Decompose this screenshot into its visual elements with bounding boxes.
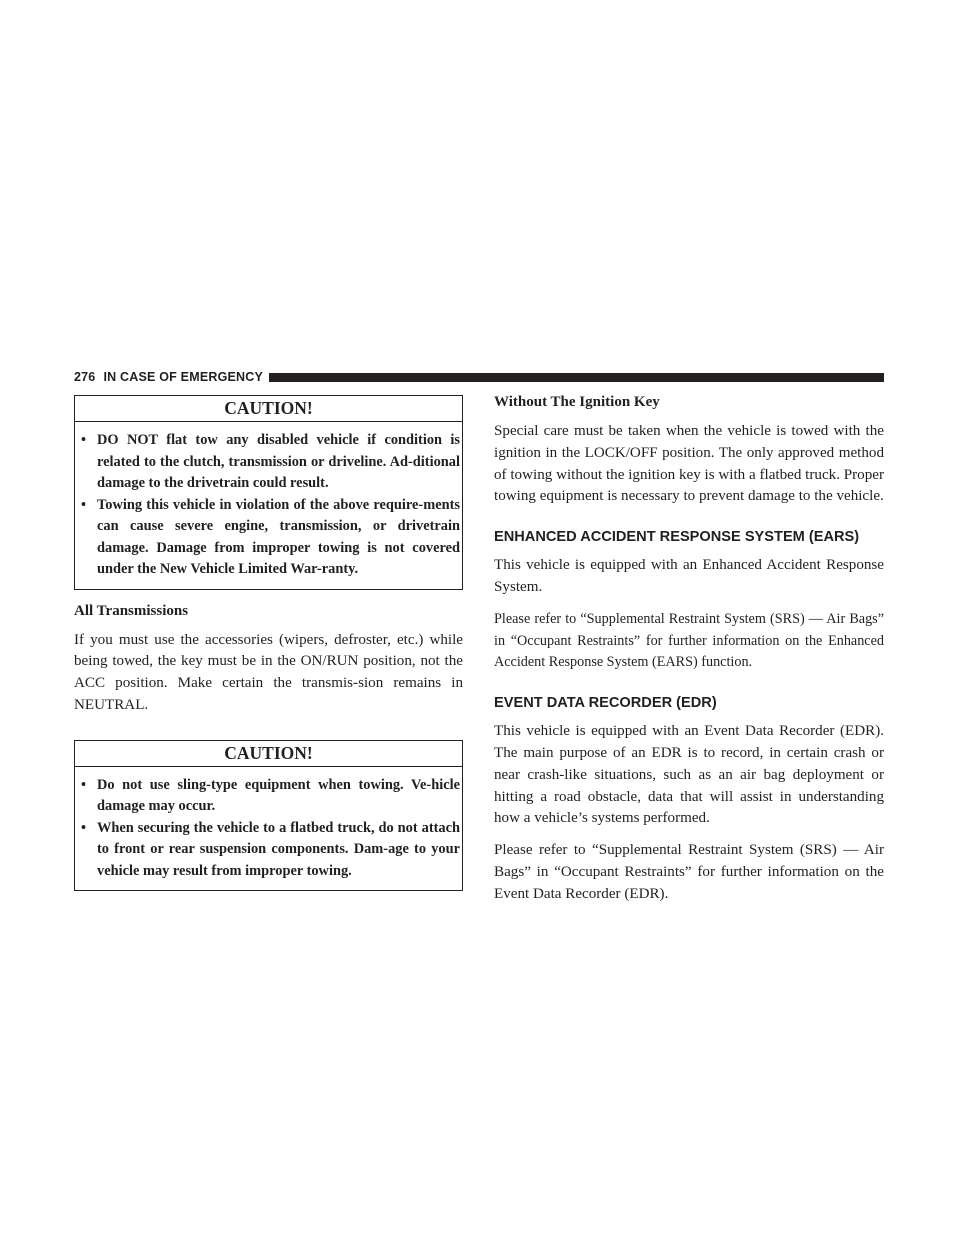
bullet-icon: • [81, 776, 87, 793]
section-title: IN CASE OF EMERGENCY [103, 370, 264, 384]
all-transmissions-text: If you must use the accessories (wipers, defroster, etc.) while being towed, the key must be in the ON/RUN position, not the ACC position. Make certain the transmis-sion remains in NEUTRAL. [74, 631, 463, 713]
bullet-icon: • [81, 496, 87, 513]
page-header [74, 369, 884, 385]
ears-reference-text: Please refer to “Supplemental Restraint System (SRS) — Air Bags” in “Occupant Restraints” for further information on the Enhanced Accident Response System (EARS) function. [494, 610, 884, 671]
caution-list [75, 767, 462, 891]
bullet-icon: • [81, 432, 87, 448]
caution-item [75, 430, 462, 495]
caution-box-sling [74, 740, 463, 892]
caution-item-text: Do not use sling-type equipment when towing. Ve-hicle damage may occur. [97, 776, 460, 815]
caution-title: CAUTION! [75, 741, 462, 767]
without-key-heading: Without The Ignition Key [494, 394, 660, 410]
caution-box-clutch [74, 395, 463, 590]
caution-item-text: DO NOT flat tow any disabled vehicle if condition is related to the clutch, transmission or driveline. Ad-ditional damage to the drivetrain could result. [97, 432, 460, 491]
caution-list [75, 422, 462, 589]
bullet-icon: • [81, 819, 87, 836]
caution-item [75, 495, 462, 581]
ears-text: This vehicle is equipped with an Enhanced Accident Response System. [494, 557, 884, 595]
left-column [74, 395, 463, 891]
caution-item-text: Towing this vehicle in violation of the above require-ments can cause severe engine, transmission, or drivetrain damage. Damage from improper towing is not covered under the New Vehicle Limited War-ranty. [97, 496, 460, 577]
page-number: 276 [74, 370, 96, 384]
edr-reference-text: Please refer to “Supplemental Restraint System (SRS) — Air Bags” in “Occupant Restraints” for further information on the Event Data Recorder (EDR). [494, 842, 884, 902]
right-column [494, 392, 884, 906]
ears-heading: ENHANCED ACCIDENT RESPONSE SYSTEM (EARS) [494, 529, 860, 546]
without-key-text: Special care must be taken when the vehicle is towed with the ignition in the LOCK/OFF position. The only approved method of towing without the ignition key is with a flatbed truck. Proper towing equipment is necessary to prevent damage to the vehicle. [494, 423, 884, 505]
caution-title: CAUTION! [75, 396, 462, 422]
edr-text: This vehicle is equipped with an Event Data Recorder (EDR). The main purpose of an EDR is to record, in certain crash or near crash-like situations, such as an air bag deployment or hitting a road obstacle, data that will assist in understanding how a vehicle’s systems performed. [494, 723, 884, 827]
caution-item-text: When securing the vehicle to a flatbed truck, do not attach to front or rear suspension components. Dam-age to your vehicle may result from improper towing. [97, 819, 460, 879]
caution-item [75, 818, 462, 883]
header-rule [269, 373, 884, 382]
caution-item [75, 775, 462, 818]
edr-heading: EVENT DATA RECORDER (EDR) [494, 695, 717, 712]
all-transmissions-heading: All Transmissions [74, 602, 189, 619]
